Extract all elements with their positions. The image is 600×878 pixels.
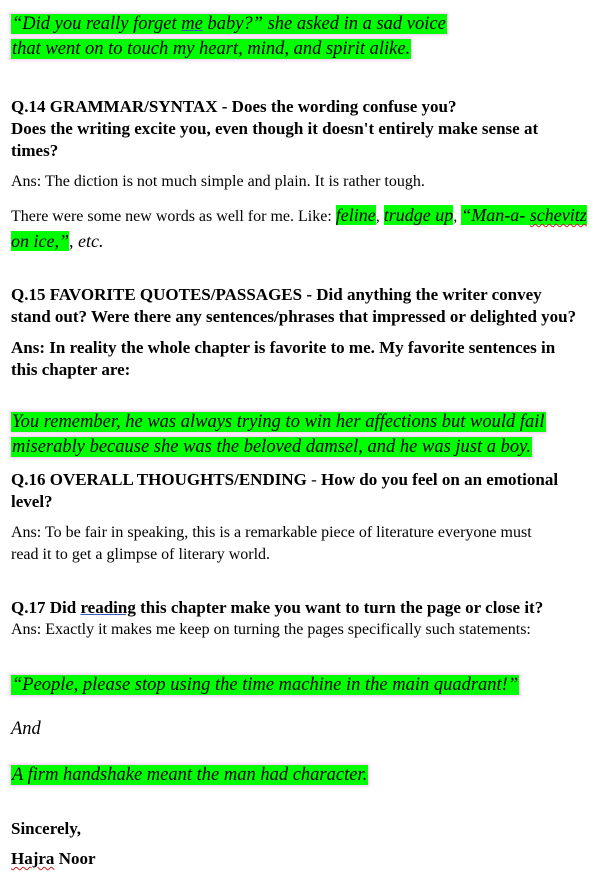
q17-answer: Ans: Exactly it makes me keep on turning the pages specifically such statements:: [11, 621, 531, 638]
closing: Sincerely,: [11, 819, 82, 838]
quote-line-1: “Did you really forget me baby?” she asked in a sad voice: [12, 14, 446, 34]
quote-line-2: that went on to touch my heart, mind, and spirit alike.: [12, 39, 411, 59]
q17-and: And: [11, 719, 41, 739]
q14-answer-1: Ans: The diction is not much simple and plain. It is rather tough.: [11, 173, 425, 190]
q17-quote-1: “People, please stop using the time machine in the main quadrant!”: [12, 675, 519, 695]
q15-favorite-quote: You remember, he was always trying to win her affections but would fail miserably because she was the beloved damsel, and he was just a boy.: [12, 412, 545, 457]
q17-heading: Q.17 Did reading this chapter make you want to turn the page or close it?: [11, 598, 544, 617]
opening-quote: [11, 12, 447, 62]
author-name: Hajra Noor: [11, 849, 96, 868]
q15-heading: Q.15 FAVORITE QUOTES/PASSAGES - Did anything the writer convey stand out? Were there any sentences/phrases that impressed or delighted you?: [11, 285, 577, 326]
q15-answer: Ans: In reality the whole chapter is favorite to me. My favorite sentences in this chapter are:: [11, 338, 556, 379]
q16-answer: Ans: To be fair in speaking, this is a remarkable piece of literature everyone must read it to get a glimpse of literary world.: [11, 524, 532, 563]
q14-heading: Q.14 GRAMMAR/SYNTAX - Does the wording confuse you? Does the writing excite you, even though it doesn't entirely make sense at times?: [11, 97, 539, 160]
underlined-word: me: [181, 14, 203, 34]
q14-answer-2: There were some new words as well for me. Like: feline, trudge up, “Man-a- schevitz on ice,”, etc.: [11, 205, 587, 251]
new-word-feline: feline: [335, 205, 376, 225]
q17-quote-2: A firm handshake meant the man had character.: [12, 765, 368, 785]
new-word-trudge-up: trudge up: [383, 205, 454, 225]
new-word-manaschevitz: “Man-a- schevitz on ice,”: [11, 205, 587, 251]
q16-heading: Q.16 OVERALL THOUGHTS/ENDING - How do you feel on an emotional level?: [11, 470, 559, 511]
